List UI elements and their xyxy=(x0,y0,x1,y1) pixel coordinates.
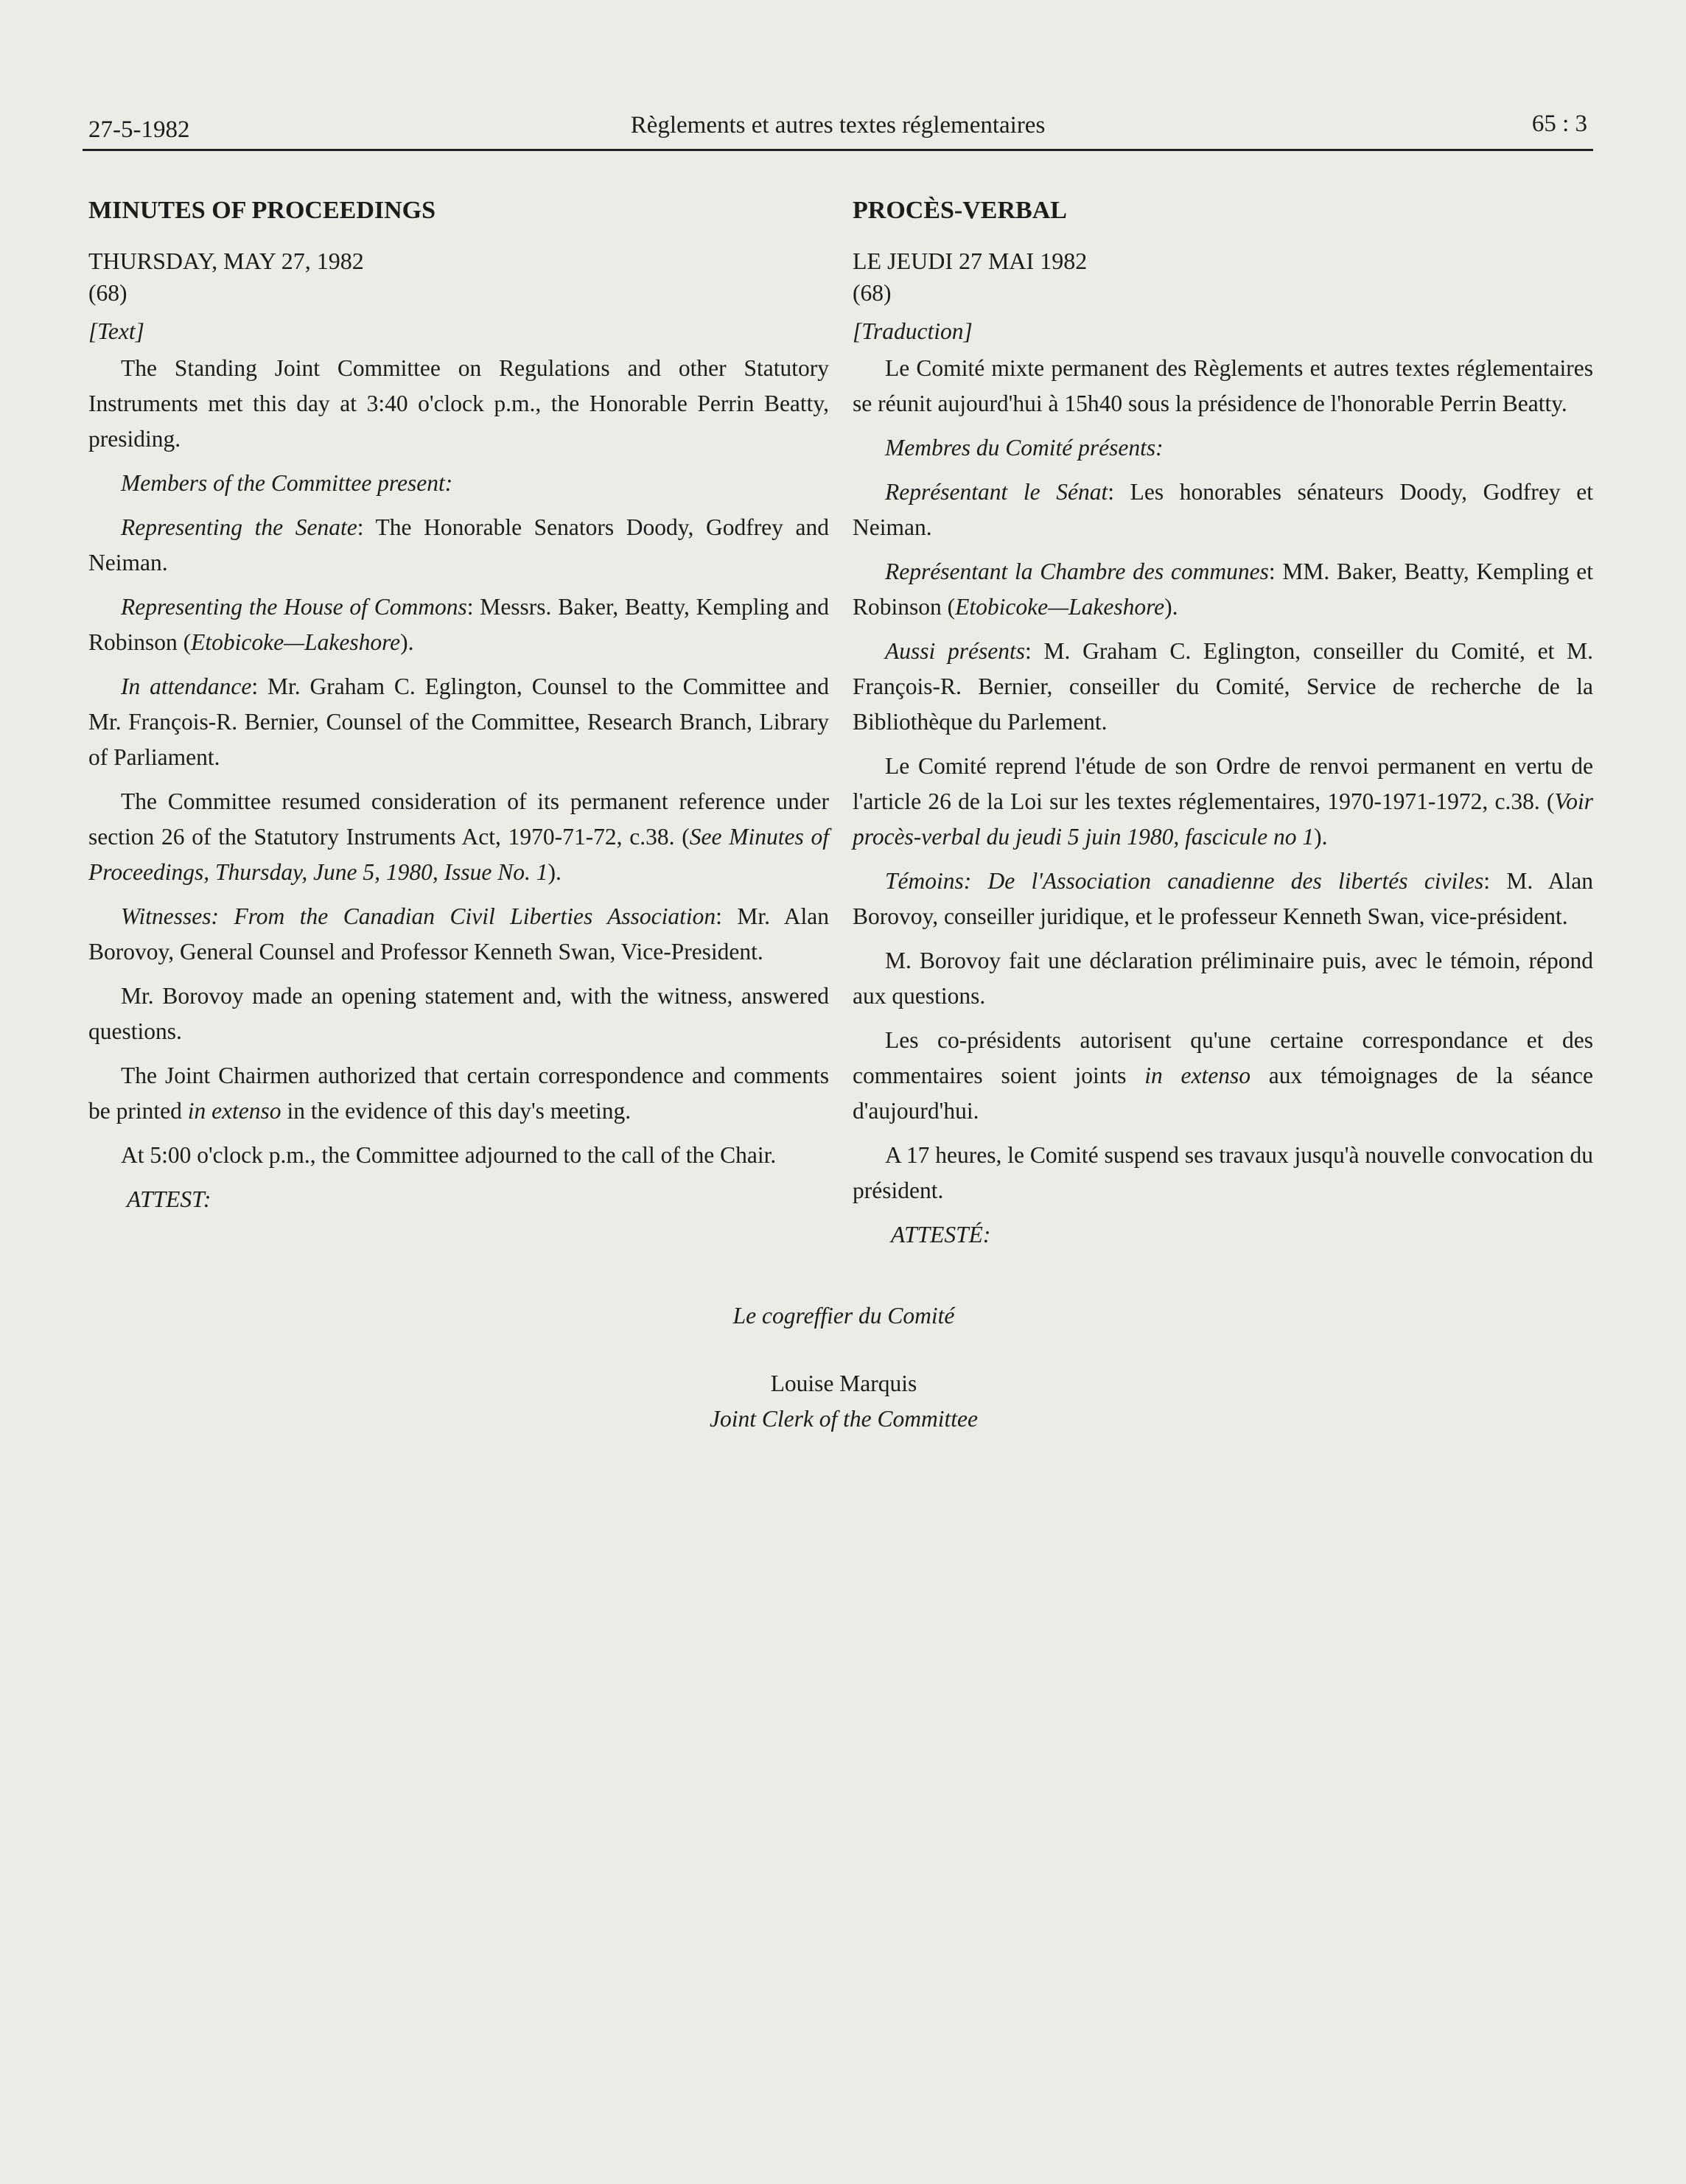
header-title: Règlements et autres textes réglementaires xyxy=(630,112,1046,139)
english-senate-text: : The Honorable Senators Doody, Godfrey and Neiman. xyxy=(88,514,830,575)
english-witnesses-paragraph xyxy=(88,899,829,970)
english-attendance-paragraph xyxy=(88,669,829,775)
french-chairmen-end: aux témoignages de la séance d'aujourd'hui. xyxy=(853,1063,1593,1124)
french-heading: PROCÈS-VERBAL xyxy=(853,197,1067,224)
french-chairmen-italic: in extenso xyxy=(1144,1063,1251,1088)
header-date: 27-5-1982 xyxy=(88,116,190,143)
english-witnesses-org: : From the Canadian Civil Liberties Association xyxy=(211,903,716,929)
french-commons-end: ). xyxy=(1164,594,1178,620)
french-members-present: Membres du Comité présents: xyxy=(885,435,1164,461)
french-chairmen-paragraph xyxy=(853,1023,1593,1129)
french-attendance-paragraph xyxy=(853,634,1593,740)
english-text-note: [Text] xyxy=(88,318,144,344)
french-text-note: [Traduction] xyxy=(853,318,973,344)
french-opening-paragraph: Le Comité mixte permanent des Règlements et autres textes réglementaires se réunit aujourd'hui à 15h40 sous la présidence de l'honorable Perrin Beatty. xyxy=(853,355,1593,416)
french-attendance-label: Aussi présents xyxy=(885,638,1025,664)
french-resumed-ref: Voir procès-verbal du jeudi 5 juin 1980, fascicule no 1 xyxy=(853,788,1593,850)
french-commons-label: Représentant la Chambre des communes xyxy=(885,559,1269,584)
french-senate-text: : Les honorables sénateurs Doody, Godfrey et Neiman. xyxy=(853,479,1594,540)
page-number: 65 : 3 xyxy=(1531,111,1587,137)
english-chairmen-italic: in extenso xyxy=(187,1098,281,1124)
english-commons-end: ). xyxy=(400,629,414,655)
french-resumed-paragraph xyxy=(853,749,1593,855)
english-commons-paragraph xyxy=(88,589,829,660)
english-senate-label: Representing the Senate xyxy=(121,514,357,540)
french-chairmen-start: Les co-présidents autorisent qu'une certaine correspondance et des commentaires soient joints xyxy=(853,1027,1593,1088)
english-chairmen-start: The Joint Chairmen authorized that certain correspondence and comments be printed xyxy=(88,1063,829,1124)
english-commons-text: : Messrs. Baker, Beatty, Kempling and Robinson ( xyxy=(88,594,829,655)
english-attest: ATTEST: xyxy=(127,1186,211,1212)
english-adjourned-paragraph: At 5:00 o'clock p.m., the Committee adjourned to the call of the Chair. xyxy=(121,1142,777,1168)
french-adjourned-paragraph: A 17 heures, le Comité suspend ses travaux jusqu'à nouvelle convocation du président. xyxy=(853,1142,1593,1203)
english-resumed-paragraph xyxy=(88,784,829,890)
french-commons-text: : MM. Baker, Beatty, Kempling et Robinson ( xyxy=(853,559,1593,620)
signature-name: Louise Marquis xyxy=(770,1371,917,1396)
english-column xyxy=(88,193,829,1217)
french-commons-riding: Etobicoke—Lakeshore xyxy=(955,594,1165,620)
english-witnesses-label: Witnesses xyxy=(121,903,211,929)
signature-french-title: Le cogreffier du Comité xyxy=(732,1303,955,1329)
english-commons-label: Representing the House of Commons xyxy=(121,594,467,620)
french-witnesses-paragraph xyxy=(853,864,1593,934)
french-column xyxy=(853,193,1593,1253)
french-resumed-text: Le Comité reprend l'étude de son Ordre de renvoi permanent en vertu de l'article 26 de la Loi sur les textes réglementaires, 1970-1971-1972, c.38. ( xyxy=(853,753,1593,814)
french-date: LE JEUDI 27 MAI 1982 xyxy=(853,248,1088,274)
french-number: (68) xyxy=(853,280,892,306)
english-members-present: Members of the Committee present: xyxy=(121,470,453,496)
signature-block xyxy=(88,1298,1599,1437)
french-witnesses-text: : M. Alan Borovoy, conseiller juridique, et le professeur Kenneth Swan, vice-président. xyxy=(853,868,1593,929)
english-statement-paragraph: Mr. Borovoy made an opening statement and, with the witness, answered questions. xyxy=(88,983,829,1044)
english-date: THURSDAY, MAY 27, 1982 xyxy=(88,248,364,274)
french-commons-paragraph xyxy=(853,554,1593,625)
english-attendance-text: : Mr. Graham C. Eglington, Counsel to the Committee and Mr. François-R. Bernier, Counsel of the Committee, Research Branch, Library of Parliament. xyxy=(88,673,830,770)
english-resumed-text: The Committee resumed consideration of its permanent reference under section 26 of the Statutory Instruments Act, 1970-71-72, c.38. ( xyxy=(88,788,829,850)
english-resumed-ref: See Minutes of Proceedings, Thursday, June 5, 1980, Issue No. 1 xyxy=(88,824,829,885)
english-number: (68) xyxy=(88,280,127,306)
english-commons-riding: Etobicoke—Lakeshore xyxy=(191,629,401,655)
french-statement-paragraph: M. Borovoy fait une déclaration préliminaire puis, avec le témoin, répond aux questions. xyxy=(853,948,1593,1009)
english-opening-paragraph: The Standing Joint Committee on Regulations and other Statutory Instruments met this day at 3:40 o'clock p.m., the Honorable Perrin Beatty, presiding. xyxy=(88,355,829,452)
page-header xyxy=(83,111,1593,151)
french-witnesses-label: Témoins xyxy=(885,868,964,894)
english-senate-paragraph xyxy=(88,510,829,581)
english-chairmen-paragraph xyxy=(88,1058,829,1129)
french-attendance-text: : M. Graham C. Eglington, conseiller du Comité, et M. François-R. Bernier, conseiller du Comité, Service de recherche de la Bibliothèque du Parlement. xyxy=(853,638,1594,735)
english-attendance-label: In attendance xyxy=(121,673,252,699)
french-witnesses-org: : De l'Association canadienne des libertés civiles xyxy=(963,868,1484,894)
english-resumed-end: ). xyxy=(548,859,562,885)
french-senate-paragraph xyxy=(853,475,1593,545)
french-resumed-end: ). xyxy=(1314,824,1328,850)
french-attest: ATTESTÉ: xyxy=(891,1222,991,1247)
signature-english-title: Joint Clerk of the Committee xyxy=(710,1406,978,1432)
english-chairmen-end: in the evidence of this day's meeting. xyxy=(281,1098,632,1124)
english-heading: MINUTES OF PROCEEDINGS xyxy=(88,197,436,224)
french-senate-label: Représentant le Sénat xyxy=(885,479,1108,505)
english-witnesses-text: : Mr. Alan Borovoy, General Counsel and Professor Kenneth Swan, Vice-President. xyxy=(88,903,829,965)
